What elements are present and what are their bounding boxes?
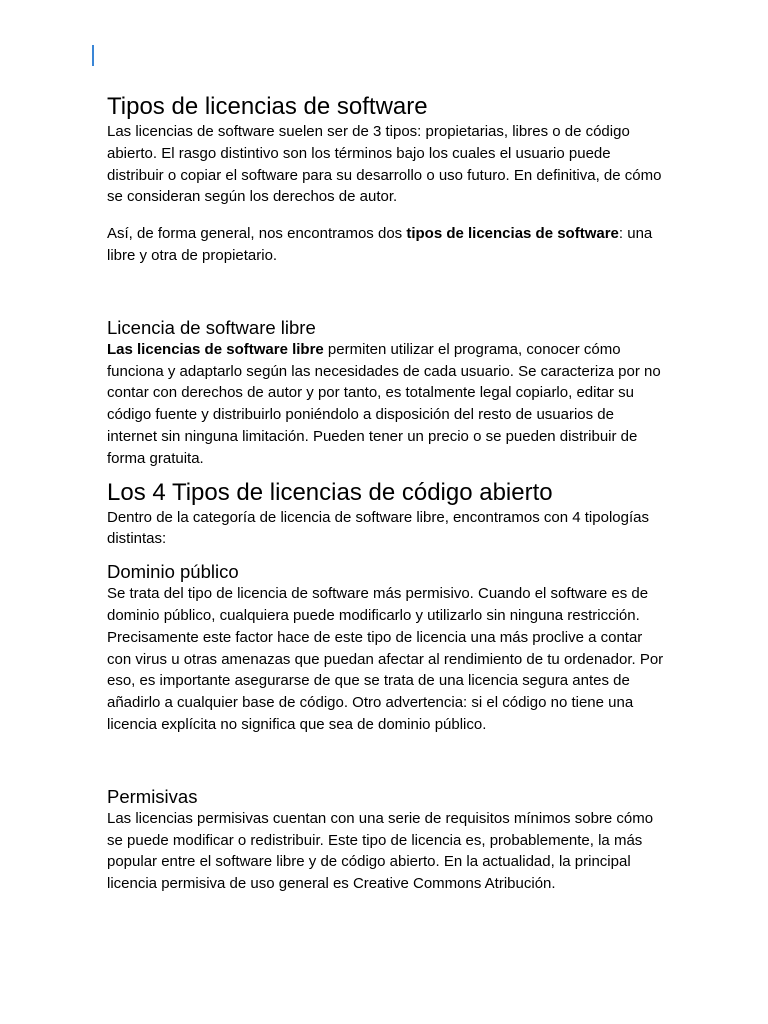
heading-software-libre: Licencia de software libre — [107, 316, 316, 338]
paragraph-permisivas: Las licencias permisivas cuentan con una serie de requisitos mínimos sobre cómo se puede modificar o redistribuir. Este tipo de licencia es, probablemente, la más popular entre el software libre y de código abierto. En la actualidad, la principal licencia permisiva de uso general es Creative Commons Atribución. — [107, 809, 654, 893]
document-page[interactable] — [107, 92, 667, 895]
bold-text: Las licencias de software libre — [107, 340, 324, 358]
heading-tipos-de-licencias: Tipos de licencias de software — [107, 93, 428, 120]
paragraph-dos-tipos — [107, 223, 667, 267]
bold-text: tipos de licencias de software — [406, 225, 619, 243]
heading-permisivas: Permisivas — [107, 785, 198, 807]
heading-codigo-abierto: Los 4 Tipos de licencias de código abierto — [107, 478, 553, 506]
paragraph-text: Así, de forma general, nos encontramos dos — [107, 225, 407, 243]
paragraph-text: : una libre y otra de propietario. — [107, 225, 653, 264]
text-cursor — [92, 45, 94, 66]
heading-dominio-publico: Dominio público — [107, 561, 239, 583]
paragraph-tipologias: Dentro de la categoría de licencia de software libre, encontramos con 4 tipologías distintas: — [107, 508, 649, 548]
paragraph-software-libre — [107, 339, 667, 470]
paragraph-text: permiten utilizar el programa, conocer cómo funciona y adaptarlo según las necesidades de cada usuario. Se caracteriza por no contar con derechos de autor y por tanto, es totalmente legal copiarlo, editar su código fuente y distribuirlo poniéndolo a disposición del resto de usuarios de internet sin ninguna limitación. Pueden tener un precio o se pueden distribuir de forma gratuita. — [107, 340, 661, 467]
paragraph-dominio-publico: Se trata del tipo de licencia de software más permisivo. Cuando el software es de dominio público, cualquiera puede modificarlo y utilizarlo sin ninguna restricción. Precisamente este factor hace de este tipo de licencia una más proclive a contar con virus u otras amenazas que puedan afectar al rendimiento de tu ordenador. Por eso, es importante asegurarse de que se trata de una licencia segura antes de añadirlo a cualquier base de código. Otro advertencia: si el código no tiene una licencia explícita no significa que sea de dominio público. — [107, 585, 664, 733]
paragraph-intro: Las licencias de software suelen ser de 3 tipos: propietarias, libres o de código abierto. El rasgo distintivo son los términos bajo los cuales el usuario puede distribuir o copiar el software para su desarrollo o uso futuro. En definitiva, de cómo se consideran según los derechos de autor. — [107, 123, 662, 206]
